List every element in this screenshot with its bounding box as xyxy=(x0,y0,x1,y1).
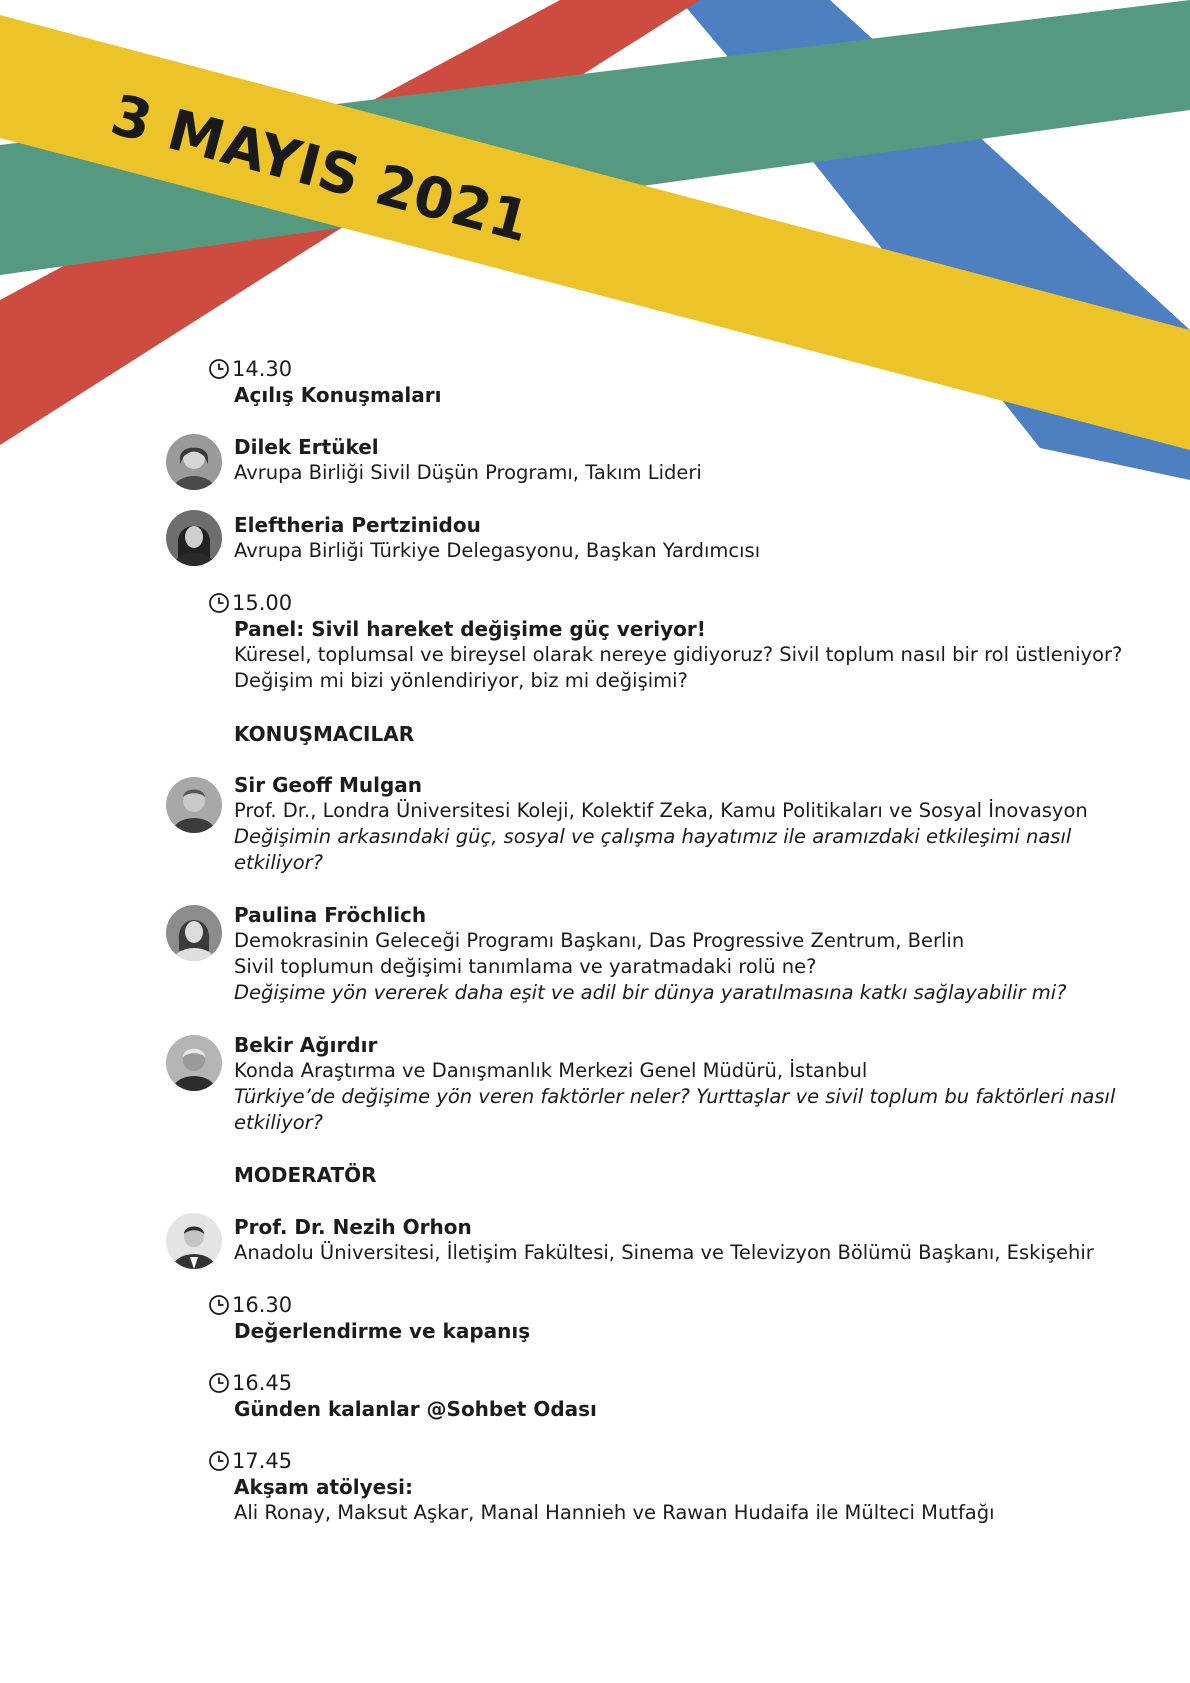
clock-icon xyxy=(208,592,230,614)
closing-time-row xyxy=(208,1292,292,1318)
date-title: 3 MAYIS 2021 xyxy=(104,82,537,256)
speaker-role: Prof. Dr., Londra Üniversitesi Koleji, Kolektif Zeka, Kamu Politikaları ve Sosyal İnovasyon xyxy=(234,799,1088,822)
speaker-name: Dilek Ertükel xyxy=(234,435,379,459)
speaker-block xyxy=(234,512,1124,564)
speakers-heading: KONUŞMACILAR xyxy=(234,722,415,746)
panel-text xyxy=(234,616,1124,694)
panel-time-row xyxy=(208,590,292,616)
speaker-question: Değişime yön vererek daha eşit ve adil bir dünya yaratılmasına katkı sağlayabilir mi? xyxy=(234,981,1067,1004)
speaker-role-line: Sivil toplumun değişimi tanımlama ve yaratmadaki rolü ne? xyxy=(234,955,817,978)
speaker-block xyxy=(234,772,1124,876)
person-photo-icon xyxy=(166,777,222,833)
workshop-desc: Ali Ronay, Maksut Aşkar, Manal Hannieh ve Rawan Hudaifa ile Mülteci Mutfağı xyxy=(234,1501,995,1524)
speaker-block xyxy=(234,902,1124,1006)
workshop-time-row xyxy=(208,1448,292,1474)
clock-icon xyxy=(208,1450,230,1472)
speaker-role: Demokrasinin Geleceği Programı Başkanı, Das Progressive Zentrum, Berlin xyxy=(234,929,965,952)
speaker-name: Eleftheria Pertzinidou xyxy=(234,513,481,537)
person-photo-icon xyxy=(166,434,222,490)
moderator-role: Anadolu Üniversitesi, İletişim Fakültesi, Sinema ve Televizyon Bölümü Başkanı, Eskişehir xyxy=(234,1241,1094,1264)
avatar xyxy=(166,905,222,961)
panel-title: Panel: Sivil hareket değişime güç veriyor! xyxy=(234,617,706,641)
workshop-title: Akşam atölyesi: xyxy=(234,1475,413,1499)
moderator-heading: MODERATÖR xyxy=(234,1163,377,1187)
speaker-name: Sir Geoff Mulgan xyxy=(234,773,423,797)
speaker-question: etkiliyor? xyxy=(234,1111,324,1134)
closing-time: 16.30 xyxy=(232,1293,293,1317)
speaker-role: Avrupa Birliği Sivil Düşün Programı, Takım Lideri xyxy=(234,461,702,484)
avatar xyxy=(166,434,222,490)
opening-time-row xyxy=(208,356,292,382)
speaker-question: Değişimin arkasındaki güç, sosyal ve çalışma hayatımız ile aramızdaki etkileşimi nasıl xyxy=(234,825,1072,848)
person-photo-icon xyxy=(166,1035,222,1091)
speaker-name: Bekir Ağırdır xyxy=(234,1033,378,1057)
closing-title: Değerlendirme ve kapanış xyxy=(234,1319,531,1343)
person-photo-icon xyxy=(166,510,222,566)
clock-icon xyxy=(208,1372,230,1394)
clock-icon xyxy=(208,1294,230,1316)
speaker-block xyxy=(234,434,1124,486)
workshop-time: 17.45 xyxy=(232,1449,293,1473)
opening-title: Açılış Konuşmaları xyxy=(234,383,442,407)
panel-time: 15.00 xyxy=(232,591,293,615)
avatar xyxy=(166,777,222,833)
person-photo-icon xyxy=(166,1213,222,1269)
moderator-block xyxy=(234,1214,1124,1266)
avatar xyxy=(166,1035,222,1091)
moderator-name: Prof. Dr. Nezih Orhon xyxy=(234,1215,472,1239)
panel-desc-line: Değişim mi bizi yönlendiriyor, biz mi değişimi? xyxy=(234,669,688,692)
speaker-question: Türkiye’de değişime yön veren faktörler neler? Yurttaşlar ve sivil toplum bu faktörleri nasıl xyxy=(234,1085,1116,1108)
speaker-question: etkiliyor? xyxy=(234,851,324,874)
workshop-text xyxy=(234,1474,1124,1526)
chat-time: 16.45 xyxy=(232,1371,293,1395)
opening-time: 14.30 xyxy=(232,357,293,381)
avatar xyxy=(166,1213,222,1269)
avatar xyxy=(166,510,222,566)
speaker-name: Paulina Fröchlich xyxy=(234,903,427,927)
speaker-block xyxy=(234,1032,1124,1136)
speaker-role: Konda Araştırma ve Danışmanlık Merkezi Genel Müdürü, İstanbul xyxy=(234,1059,868,1082)
person-photo-icon xyxy=(166,905,222,961)
panel-desc-line: Küresel, toplumsal ve bireysel olarak nereye gidiyoruz? Sivil toplum nasıl bir rol üstleniyor? xyxy=(234,643,1123,666)
speaker-role: Avrupa Birliği Türkiye Delegasyonu, Başkan Yardımcısı xyxy=(234,539,761,562)
chat-title: Günden kalanlar @Sohbet Odası xyxy=(234,1397,597,1421)
chat-time-row xyxy=(208,1370,292,1396)
clock-icon xyxy=(208,358,230,380)
